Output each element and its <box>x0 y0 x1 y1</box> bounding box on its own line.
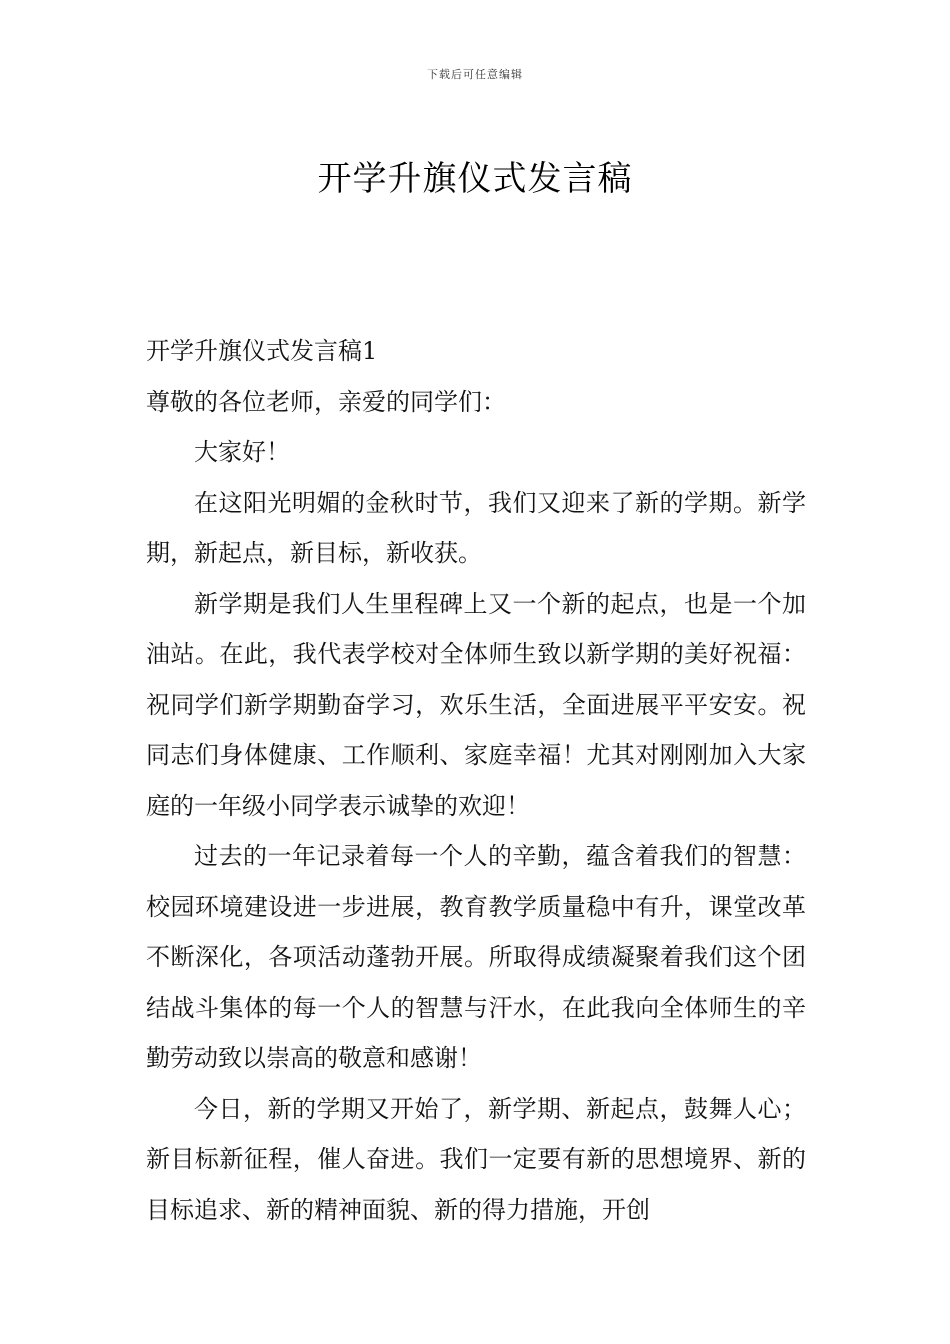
header-note: 下载后可任意编辑 <box>427 68 523 81</box>
document-title: 开学升旗仪式发言稿 <box>317 158 633 199</box>
paragraph-greeting: 大家好！ <box>194 438 290 466</box>
paragraph-new-term: 在这阳光明媚的金秋时节，我们又迎来了新的学期。新学期，新起点，新目标，新收获。 <box>146 488 806 567</box>
section-heading: 开学升旗仪式发言稿1 <box>146 337 378 365</box>
document-body <box>146 326 806 1235</box>
salutation: 尊敬的各位老师，亲爱的同学们： <box>146 387 506 416</box>
paragraph-review: 过去的一年记录着每一个人的辛勤，蕴含着我们的智慧：校园环境建设进一步进展，教育教学质量稳中有升，课堂改革不断深化，各项活动蓬勃开展。所取得成绩凝聚着我们这个团结战斗集体的每一个人的智慧与汗水，在此我向全体师生的辛勤劳动致以崇高的敬意和感谢！ <box>146 842 806 1072</box>
paragraph-outlook: 今日，新的学期又开始了，新学期、新起点，鼓舞人心；新目标新征程，催人奋进。我们一定要有新的思想境界、新的目标追求、新的精神面貌、新的得力措施，开创 <box>146 1094 806 1224</box>
paragraph-blessing: 新学期是我们人生里程碑上又一个新的起点，也是一个加油站。在此，我代表学校对全体师生致以新学期的美好祝福：祝同学们新学期勤奋学习，欢乐生活，全面进展平平安安。祝同志们身体健康、工作顺利、家庭幸福！尤其对刚刚加入大家庭的一年级小同学表示诚挚的欢迎！ <box>146 589 806 820</box>
